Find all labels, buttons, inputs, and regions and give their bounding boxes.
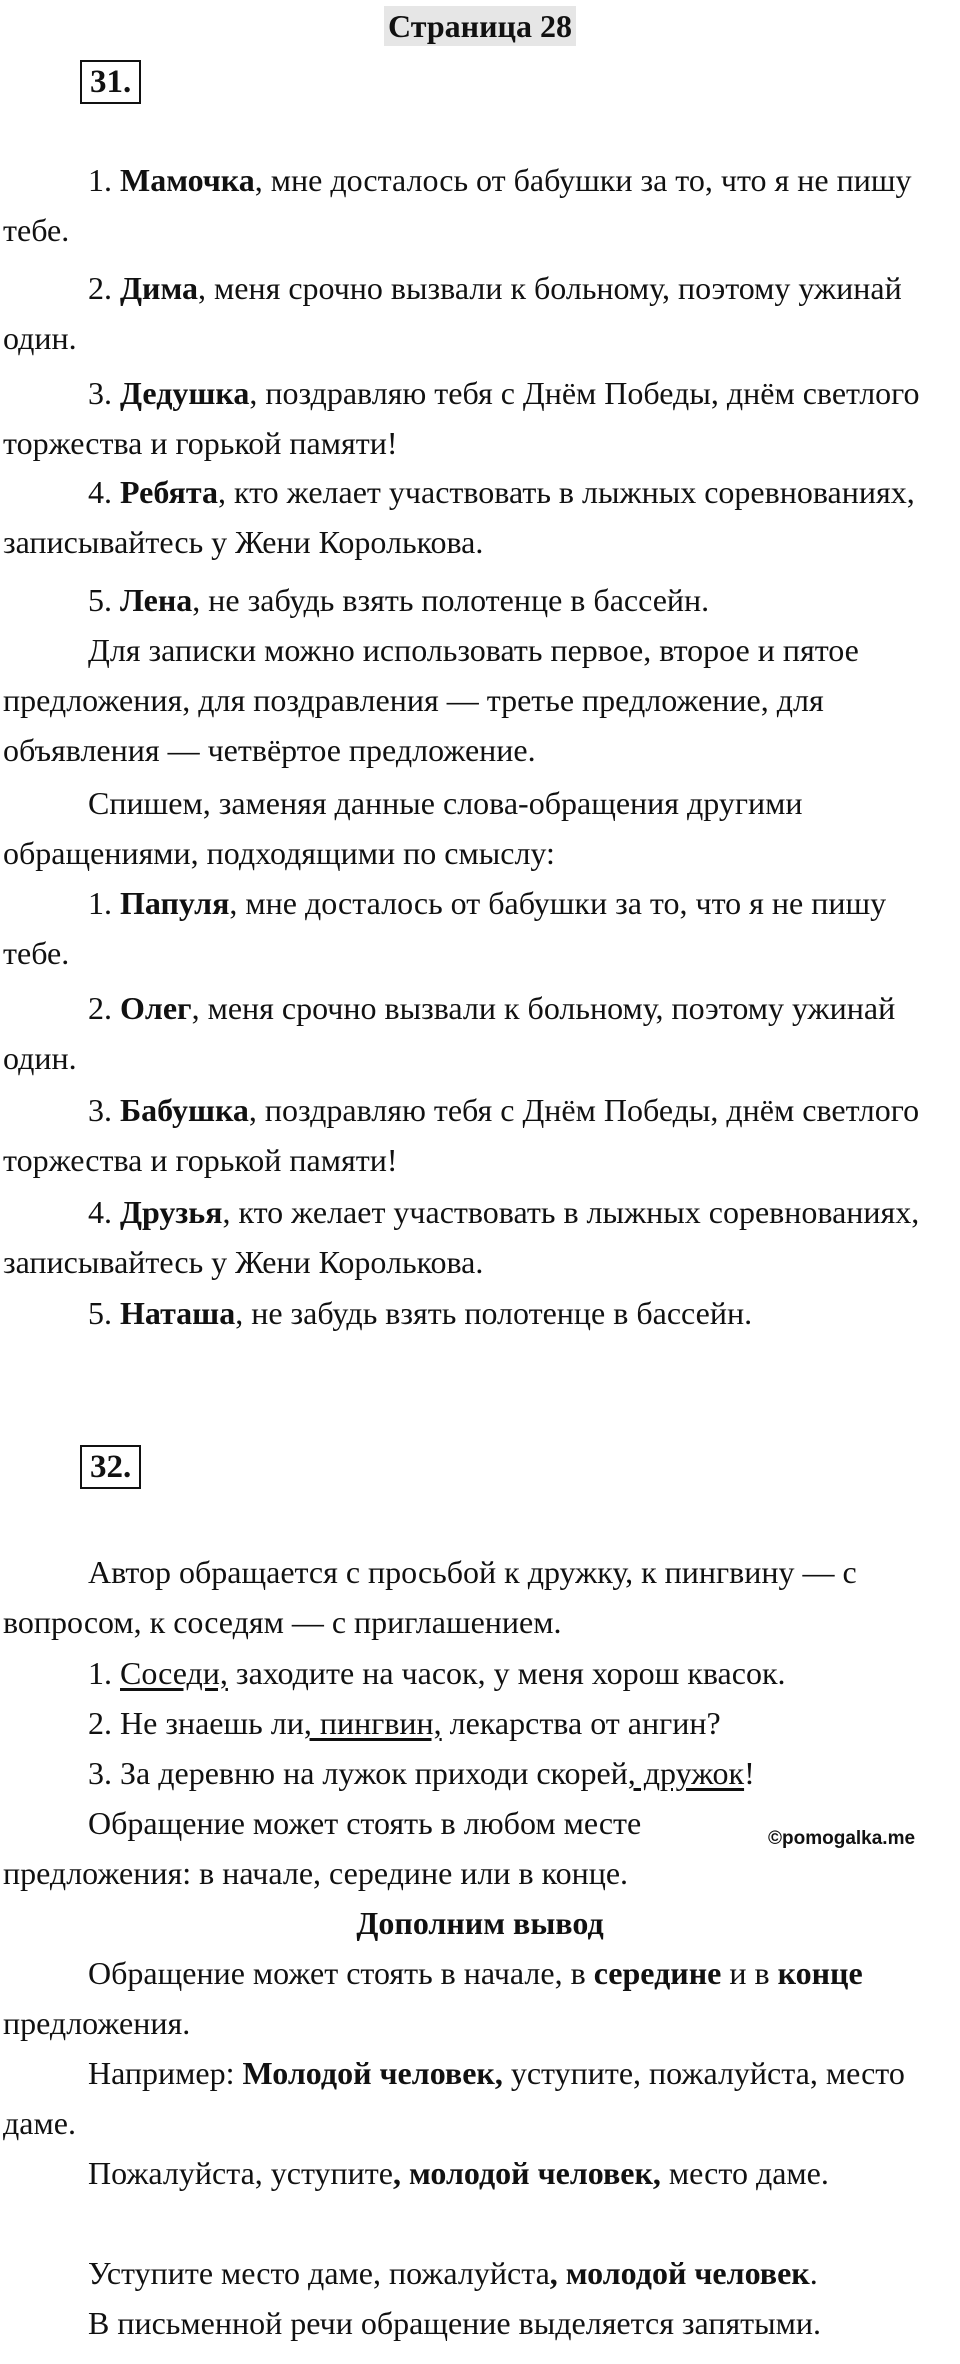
item-text: Пожалуйста, уступите — [88, 2155, 393, 2191]
item-text: , поздравляю тебя с Днём Победы, днём светлого торжества и горькой памяти! — [3, 375, 920, 461]
task-number-label: 32 — [90, 1449, 123, 1485]
conclusion-text — [3, 1948, 955, 2048]
task31-rewrite-item-3 — [3, 1085, 955, 1185]
task31-rewrite-item-1 — [3, 878, 955, 978]
underlined-address: , пингвин, — [303, 1705, 442, 1741]
item-text: , не забудь взять полотенце в бассейн. — [235, 1295, 753, 1331]
item-number: 5. — [88, 582, 120, 618]
item-text: , меня срочно вызвали к больному, поэтому ужинай один. — [3, 270, 902, 356]
task-number-label: 31 — [90, 64, 123, 100]
underlined-address: Соседи, — [120, 1655, 228, 1691]
item-text: . — [809, 2255, 818, 2291]
example-3 — [3, 2248, 955, 2298]
watermark: ©pomogalka.me — [768, 1828, 916, 1849]
item-text: 3. За деревню на лужок приходи скорей — [88, 1755, 628, 1791]
address-word: Ребята — [120, 474, 218, 510]
task31-rewrite-item-4 — [3, 1187, 955, 1287]
item-number: 2. — [88, 270, 120, 306]
item-number: 1. — [88, 885, 120, 921]
task32-sentence-1 — [3, 1648, 955, 1698]
task31-item-3 — [3, 368, 955, 468]
bold-address: , молодой человек, — [392, 2155, 661, 2191]
task31-usage: Для записки можно использовать первое, второе и пятое предложения, для поздравления — третье предложение, для объявления — четвёртое предложение. — [3, 632, 859, 768]
item-text: 2. Не знаешь ли — [88, 1705, 304, 1741]
task32-sentence-2 — [3, 1698, 955, 1748]
underlined-address: , дружок — [627, 1755, 745, 1791]
task31-rewrite-item-5 — [3, 1288, 955, 1338]
final-rule: В письменной речи обращение выделяется запятыми. — [88, 2305, 822, 2341]
item-text: уступите, пожалуйста, место даме. — [3, 2055, 905, 2141]
item-number: 1. — [88, 162, 120, 198]
item-text: , кто желает участвовать в лыжных соревнованиях, записывайтесь у Жени Королькова. — [3, 474, 915, 560]
item-text: место даме. — [660, 2155, 829, 2191]
task32-sentence-3 — [3, 1748, 955, 1798]
item-text: , мне досталось от бабушки за то, что я не пишу тебе. — [3, 885, 887, 971]
conclusion-heading: Дополним вывод — [356, 1905, 604, 1941]
bold-word: конце — [777, 1955, 863, 1991]
task31-item-1 — [3, 155, 955, 255]
page-title: Страница 28 — [384, 6, 576, 46]
item-text: , поздравляю тебя с Днём Победы, днём светлого торжества и горькой памяти! — [3, 1092, 920, 1178]
item-number: 4. — [88, 474, 120, 510]
item-text: , не забудь взять полотенце в бассейн. — [192, 582, 710, 618]
address-word: Дедушка — [120, 375, 250, 411]
address-word: Мамочка — [120, 162, 255, 198]
task-number-32: 32. — [80, 1445, 141, 1489]
example-2 — [3, 2148, 955, 2198]
item-text: , меня срочно вызвали к больному, поэтому ужинай один. — [3, 990, 896, 1076]
task31-item-4 — [3, 467, 955, 567]
task-number-31: 31. — [80, 60, 141, 104]
item-text: , мне досталось от бабушки за то, что я не пишу тебе. — [3, 162, 912, 248]
item-text: лекарства от ангин? — [441, 1705, 721, 1741]
item-number: 4. — [88, 1194, 120, 1230]
address-word: Друзья — [120, 1194, 223, 1230]
item-text: предложения. — [3, 2005, 191, 2041]
bold-address: , молодой человек — [549, 2255, 810, 2291]
task31-item-5 — [3, 575, 955, 625]
item-text: Обращение может стоять в начале, в — [88, 1955, 594, 1991]
item-text: и в — [721, 1955, 778, 1991]
item-text: Например: — [88, 2055, 243, 2091]
address-word: Дима — [120, 270, 199, 306]
bold-word: середине — [593, 1955, 722, 1991]
item-number: 1. — [88, 1655, 120, 1691]
task32-position-note: Обращение может стоять в любом месте предложения: в начале, середине или в конце. — [3, 1805, 642, 1891]
task31-rewrite-intro: Спишем, заменяя данные слова-обращения другими обращениями, подходящими по смыслу: — [3, 785, 803, 871]
item-number: 5. — [88, 1295, 120, 1331]
item-text: , кто желает участвовать в лыжных соревнованиях, записывайтесь у Жени Королькова. — [3, 1194, 920, 1280]
example-1 — [3, 2048, 955, 2148]
item-text: заходите на часок, у меня хорош квасок. — [227, 1655, 786, 1691]
item-number: 3. — [88, 375, 120, 411]
item-text: Уступите место даме, пожалуйста — [88, 2255, 550, 2291]
task31-item-2 — [3, 263, 955, 363]
item-number: 2. — [88, 990, 120, 1026]
item-text: ! — [744, 1755, 755, 1791]
address-word: Лена — [120, 582, 193, 618]
page-header — [0, 6, 960, 46]
item-number: 3. — [88, 1092, 120, 1128]
address-word: Бабушка — [120, 1092, 249, 1128]
address-word: Наташа — [120, 1295, 236, 1331]
address-word: Олег — [120, 990, 192, 1026]
task32-intro: Автор обращается с просьбой к дружку, к пингвину — с вопросом, к соседям — с приглашением. — [3, 1554, 857, 1640]
bold-address: Молодой человек, — [242, 2055, 503, 2091]
address-word: Папуля — [120, 885, 230, 921]
task31-rewrite-item-2 — [3, 983, 955, 1083]
